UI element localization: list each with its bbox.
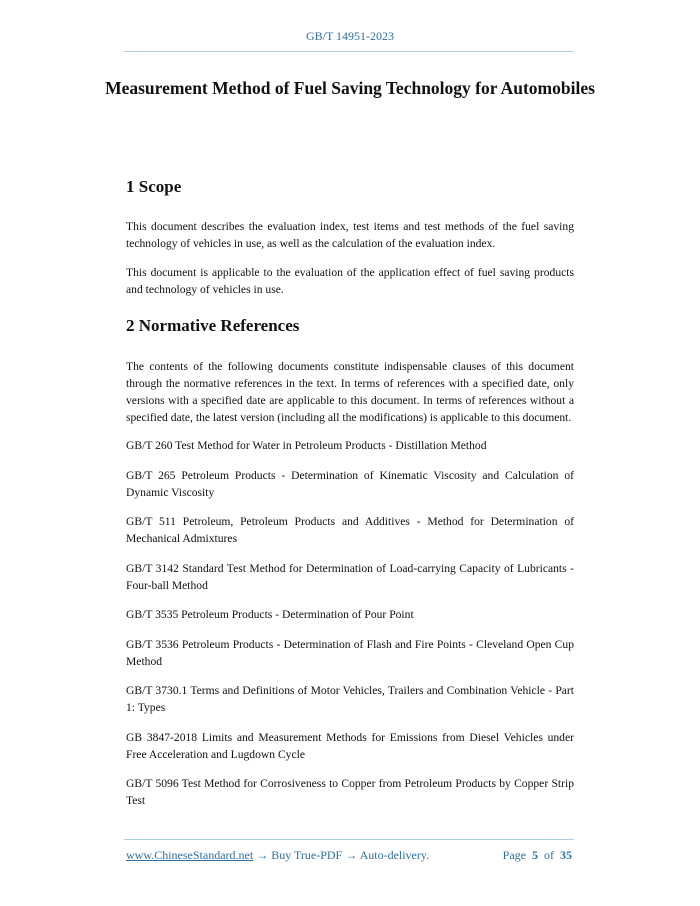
- footer-promo: [126, 848, 429, 863]
- page-label: Page: [502, 848, 526, 862]
- reference-item: GB/T 511 Petroleum, Petroleum Products and Additives - Method for Determination of Mechanical Admixtures: [126, 515, 574, 545]
- paragraph: This document is applicable to the evaluation of the application effect of fuel saving products and technology of vehicles in use.: [126, 266, 574, 296]
- document-title: Measurement Method of Fuel Saving Technology for Automobiles: [105, 78, 595, 98]
- reference-item: GB/T 3730.1 Terms and Definitions of Motor Vehicles, Trailers and Combination Vehicle - Part 1: Types: [126, 684, 574, 714]
- reference-item: GB/T 5096 Test Method for Corrosiveness to Copper from Petroleum Products by Copper Strip Test: [126, 777, 574, 807]
- section-heading: 2 Normative References: [126, 316, 300, 335]
- reference-item: GB/T 260 Test Method for Water in Petroleum Products - Distillation Method: [126, 439, 487, 452]
- reference-item: GB 3847-2018 Limits and Measurement Methods for Emissions from Diesel Vehicles under Free Acceleration and Lugdown Cycle: [126, 731, 574, 761]
- reference-item: GB/T 3535 Petroleum Products - Determination of Pour Point: [126, 608, 414, 621]
- header-doc-id: GB/T 14951-2023: [305, 29, 395, 43]
- reference-item: GB/T 3536 Petroleum Products - Determination of Flash and Fire Points - Cleveland Open Cup Method: [126, 638, 574, 668]
- page-indicator: [503, 848, 572, 863]
- header-rule: [124, 51, 574, 52]
- website-link[interactable]: www.ChineseStandard.net: [126, 848, 254, 862]
- page-number: 5: [532, 848, 538, 862]
- paragraph: This document describes the evaluation index, test items and test methods of the fuel saving technology of vehicles in use, as well as the calculation of the evaluation index.: [126, 220, 574, 250]
- of-label: of: [544, 848, 554, 862]
- reference-item: GB/T 265 Petroleum Products - Determination of Kinematic Viscosity and Calculation of Dynamic Viscosity: [126, 469, 574, 499]
- reference-item: GB/T 3142 Standard Test Method for Determination of Load-carrying Capacity of Lubricants - Four-ball Method: [126, 562, 574, 592]
- paragraph: The contents of the following documents constitute indispensable clauses of this document through the normative references in the text. In terms of references with a specified date, only versions with a specified date are applicable to this document. In terms of references without a specified date, the latest version (including all the modifications) is applicable to this document.: [126, 360, 574, 424]
- page-total: 35: [560, 848, 572, 862]
- footer-rule: [124, 839, 574, 840]
- section-heading: 1 Scope: [126, 177, 182, 196]
- footer-promo-text: → Buy True-PDF → Auto-delivery.: [253, 848, 430, 862]
